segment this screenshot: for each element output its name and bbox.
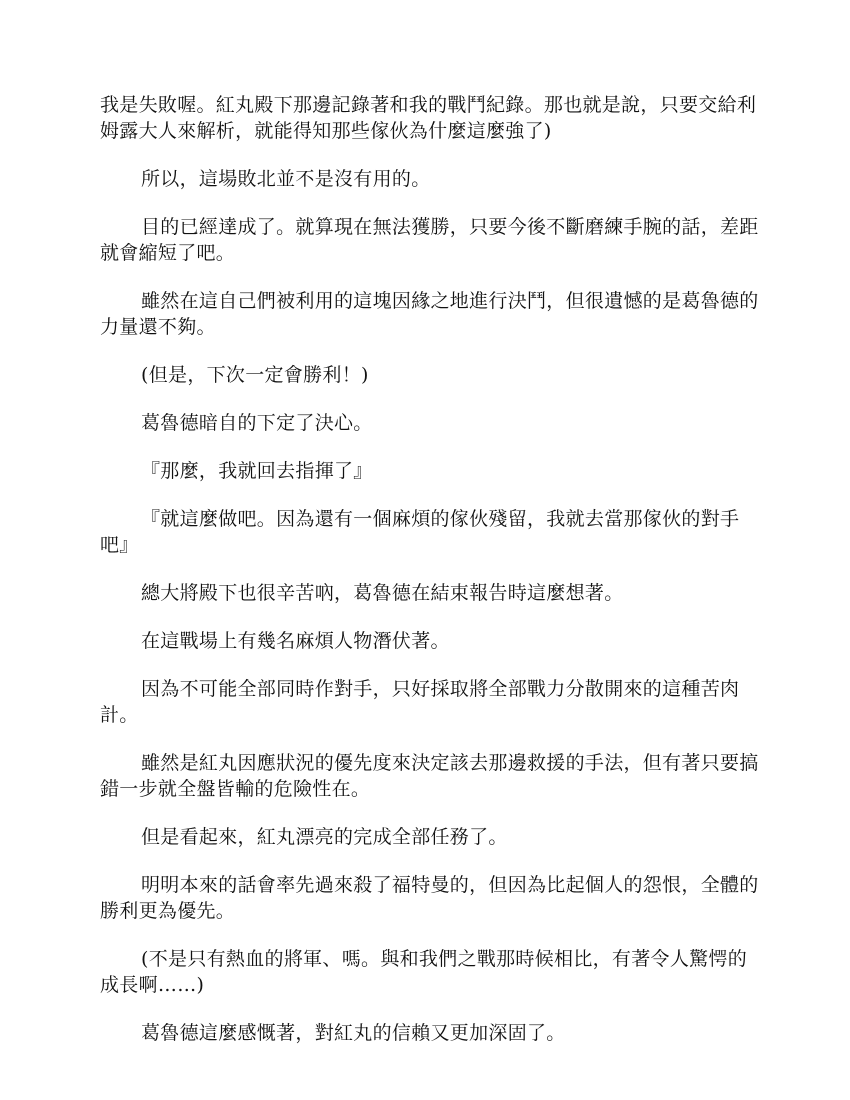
document-body	[100, 92, 760, 1068]
paragraph: 雖然是紅丸因應狀況的優先度來決定該去那邊救援的手法，但有著只要搞錯一步就全盤皆輸的危險性在。	[100, 752, 759, 800]
paragraph: 葛魯德這麼感慨著，對紅丸的信賴又更加深固了。	[141, 1022, 566, 1044]
paragraph: 總大將殿下也很辛苦吶，葛魯德在結束報告時這麼想著。	[141, 582, 624, 604]
paragraph: 雖然在這自己們被利用的這塊因緣之地進行決鬥，但很遺憾的是葛魯德的力量還不夠。	[100, 290, 759, 338]
paragraph: 所以，這場敗北並不是沒有用的。	[141, 168, 431, 190]
paragraph: (不是只有熱血的將軍、嗎。與和我們之戰那時候相比，有著令人驚愕的成長啊……)	[100, 948, 748, 996]
paragraph: 葛魯德暗自的下定了決心。	[141, 412, 373, 434]
paragraph: 目的已經達成了。就算現在無法獲勝，只要今後不斷磨練手腕的話，差距就會縮短了吧。	[100, 216, 759, 264]
paragraph: 但是看起來，紅丸漂亮的完成全部任務了。	[141, 826, 508, 848]
paragraph: 『就這麼做吧。因為還有一個麻煩的傢伙殘留，我就去當那傢伙的對手吧』	[100, 508, 740, 556]
paragraph: (但是，下次一定會勝利！)	[141, 364, 369, 386]
paragraph: 明明本來的話會率先過來殺了福特曼的，但因為比起個人的怨恨，全體的勝利更為優先。	[100, 874, 759, 922]
paragraph: 在這戰場上有幾名麻煩人物潛伏著。	[141, 630, 450, 652]
paragraph: 『那麼，我就回去指揮了』	[141, 460, 373, 482]
paragraph: 我是失敗喔。紅丸殿下那邊記錄著和我的戰鬥紀錄。那也就是說，只要交給利姆露大人來解析，就能得知那些傢伙為什麼這麼強了)	[100, 94, 757, 142]
paragraph: 因為不可能全部同時作對手，只好採取將全部戰力分散開來的這種苦肉計。	[100, 678, 740, 726]
